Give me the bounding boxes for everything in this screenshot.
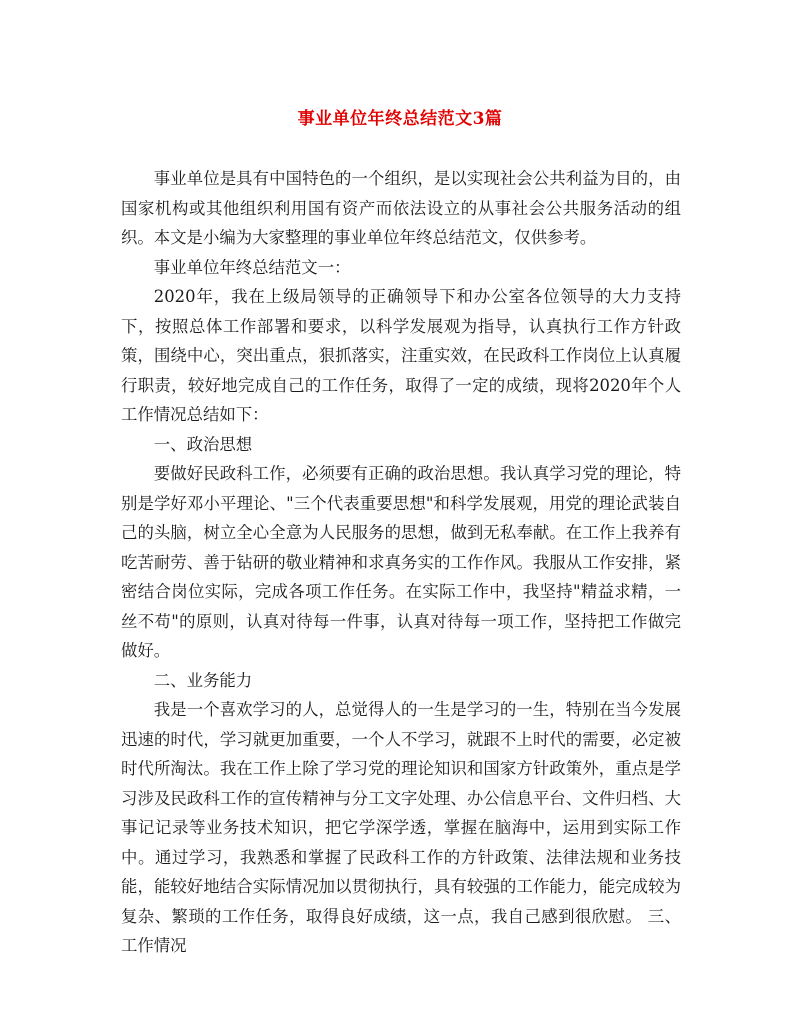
heading-business-ability: 二、业务能力 <box>153 670 253 690</box>
business-ability-paragraph: 我是一个喜欢学习的人，总觉得人的一生是学习的一生，特别在当今发展迅速的时代，学习就更加重要，一个人不学习，就跟不上时代的需要，必定被时代所淘汰。我在工作上除了学习党的理论知识和国家方针政策外，重点是学习涉及民政科工作的宣传精神与分工文字处理、办公信息平台、文件归档、大事记记录等业务技术知识，把它学深学透，掌握在脑海中，运用到实际工作中。通过学习，我熟悉和掌握了民政科工作的方针政策、法律法规和业务技能，能较好地结合实际情况加以贯彻执行，具有较强的工作能力，能完成较为复杂、繁琐的工作任务，取得良好成绩，这一点，我自己感到很欣慰。 三、工作情况 <box>121 700 681 955</box>
intro-paragraph: 事业单位是具有中国特色的一个组织，是以实现社会公共利益为目的，由国家机构或其他组织利用国有资产而依法设立的从事社会公共服务活动的组织。本文是小编为大家整理的事业单位年终总结范文，仅供参考。 <box>121 169 681 247</box>
political-thought-paragraph: 要做好民政科工作，必须要有正确的政治思想。我认真学习党的理论，特别是学好邓小平理论、"三个代表重要思想"和科学发展观，用党的理论武装自己的头脑，树立全心全意为人民服务的思想，做到无私奉献。在工作上我养有吃苦耐劳、善于钻研的敬业精神和求真务实的工作作风。我服从工作安排，紧密结合岗位实际，完成各项工作任务。在实际工作中，我坚持"精益求精，一丝不苟"的原则，认真对待每一件事，认真对待每一项工作，坚持把工作做完做好。 <box>121 464 681 660</box>
document-body <box>121 164 681 961</box>
summary-paragraph: 2020年，我在上级局领导的正确领导下和办公室各位领导的大力支持下，按照总体工作部署和要求，以科学发展观为指导，认真执行工作方针政策，围绕中心，突出重点，狠抓落实，注重实效，在民政科工作岗位上认真履行职责，较好地完成自己的工作任务，取得了一定的成绩，现将2020年个人工作情况总结如下： <box>121 287 681 424</box>
document-title: 事业单位年终总结范文3篇 <box>297 109 503 129</box>
heading-political-thought: 一、政治思想 <box>153 434 253 454</box>
section-heading-sample-one: 事业单位年终总结范文一： <box>153 257 351 277</box>
